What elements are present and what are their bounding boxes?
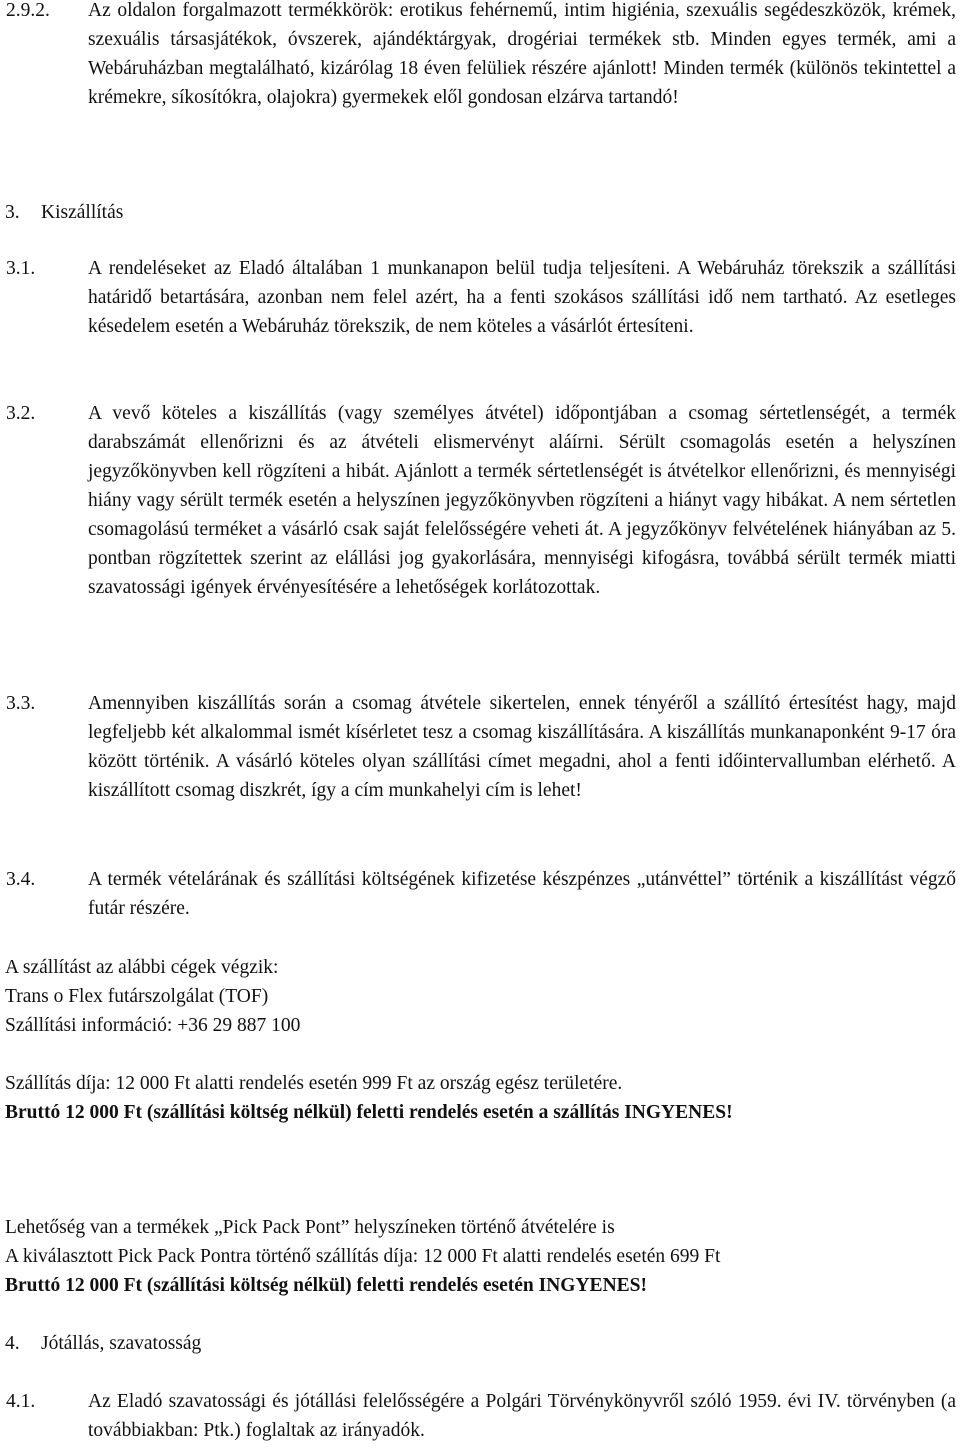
section-heading-4 [5, 1329, 201, 1358]
paragraph-number: 4.1. [6, 1391, 36, 1412]
paragraph-text: A rendeléseket az Eladó általában 1 munkanapon belül tudja teljesíteni. A Webáruház törekszik a szállítási határidő betartására, azonban nem felel azért, ha a fenti szokásos szállítási idő nem tartható. Az esetleges késedelem esetén a Webáruház törekszik, de nem köteles a vásárlót értesíteni. [88, 258, 956, 337]
paragraph-text: A vevő köteles a kiszállítás (vagy személyes átvétel) időpontjában a csomag sértetlenségét, a termék darabszámát ellenőrizni és az átvételi elismervényt aláírni. Sérült csomagolás esetén a helyszínen jegyzőkönyvben kell rögzíteni a hibát. Ajánlott a termék sértetlenségét is átvételkor ellenőrizni, és mennyiségi hiány vagy sérült termék esetén a helyszínen jegyzőkönyvben rögzíteni a hiányt vagy hibákat. A nem sértetlen csomagolású terméket a vásárló csak saját felelősségére veheti át. A jegyzőkönyv felvételének hiányában az 5. pontban rögzítettek szerint az elállási jog gyakorlására, mennyiségi kifogásra, továbbá sérült termék miatti szavatossági igények érvényesítésére a lehetőségek korlátozottak. [88, 403, 956, 598]
section-title: Jótállás, szavatosság [41, 1333, 202, 1354]
paragraph-2-9-2 [6, 0, 956, 112]
shipping-intro: A szállítást az alábbi cégek végzik: [5, 957, 279, 978]
paragraph-number: 3.1. [6, 258, 36, 279]
paragraph-3-1 [6, 254, 956, 341]
paragraph-3-3 [6, 689, 956, 805]
pickpack-free-notice: Bruttó 12 000 Ft (szállítási költség nélkül) feletti rendelés esetén INGYENES! [5, 1275, 647, 1296]
shipping-info: Szállítási információ: +36 29 887 100 [5, 1015, 301, 1036]
pickpack-intro: Lehetőség van a termékek „Pick Pack Pont” helyszíneken történő átvételére is [5, 1217, 615, 1238]
paragraph-text: Az Eladó szavatossági és jótállási felelősségére a Polgári Törvénykönyvről szóló 1959. évi IV. törvényben (a továbbiakban: Ptk.) foglaltak az irányadók. [88, 1391, 956, 1441]
section-title: Kiszállítás [41, 202, 124, 223]
shipping-fee: Szállítás díja: 12 000 Ft alatti rendelés esetén 999 Ft az ország egész területére. [5, 1073, 623, 1094]
paragraph-text: A termék vételárának és szállítási költségének kifizetése készpénzes „utánvéttel” történik a kiszállítást végző futár részére. [88, 869, 956, 919]
paragraph-text: Az oldalon forgalmazott termékkörök: erotikus fehérnemű, intim higiénia, szexuális segédeszközök, krémek, szexuális társasjátékok, óvszerek, ajándéktárgyak, drogériai termékek stb. Minden egyes termék, ami a Webáruházban megtalálható, kizárólag 18 éven felüliek részére ajánlott! Minden termék (különös tekintettel a krémekre, síkosítókra, olajokra) gyermekek elől gondosan elzárva tartandó! [88, 0, 956, 108]
shipping-free-notice: Bruttó 12 000 Ft (szállítási költség nélkül) feletti rendelés esetén a szállítás INGYENES! [5, 1102, 733, 1123]
paragraph-number: 3.3. [6, 693, 36, 714]
paragraph-3-4 [6, 865, 956, 923]
section-number: 3. [5, 202, 20, 223]
paragraph-text: Amennyiben kiszállítás során a csomag átvétele sikertelen, ennek tényéről a szállító értesítést hagy, majd legfeljebb két alkalommal ismét kísérletet tesz a csomag kiszállítására. A kiszállítás munkanaponként 9-17 óra között történik. A vásárló köteles olyan szállítási címet megadni, ahol a fenti időintervallumban elérhető. A kiszállított csomag diszkrét, így a cím munkahelyi cím is lehet! [88, 693, 956, 801]
paragraph-number: 3.2. [6, 403, 36, 424]
paragraph-4-1 [6, 1387, 956, 1445]
paragraph-3-2 [6, 399, 956, 602]
paragraph-number: 3.4. [6, 869, 36, 890]
shipping-carrier: Trans o Flex futárszolgálat (TOF) [5, 986, 269, 1007]
pickpack-fee: A kiválasztott Pick Pack Pontra történő szállítás díja: 12 000 Ft alatti rendelés esetén 699 Ft [5, 1246, 721, 1267]
section-heading-3 [5, 198, 123, 227]
paragraph-number: 2.9.2. [6, 0, 50, 21]
section-number: 4. [5, 1333, 20, 1354]
